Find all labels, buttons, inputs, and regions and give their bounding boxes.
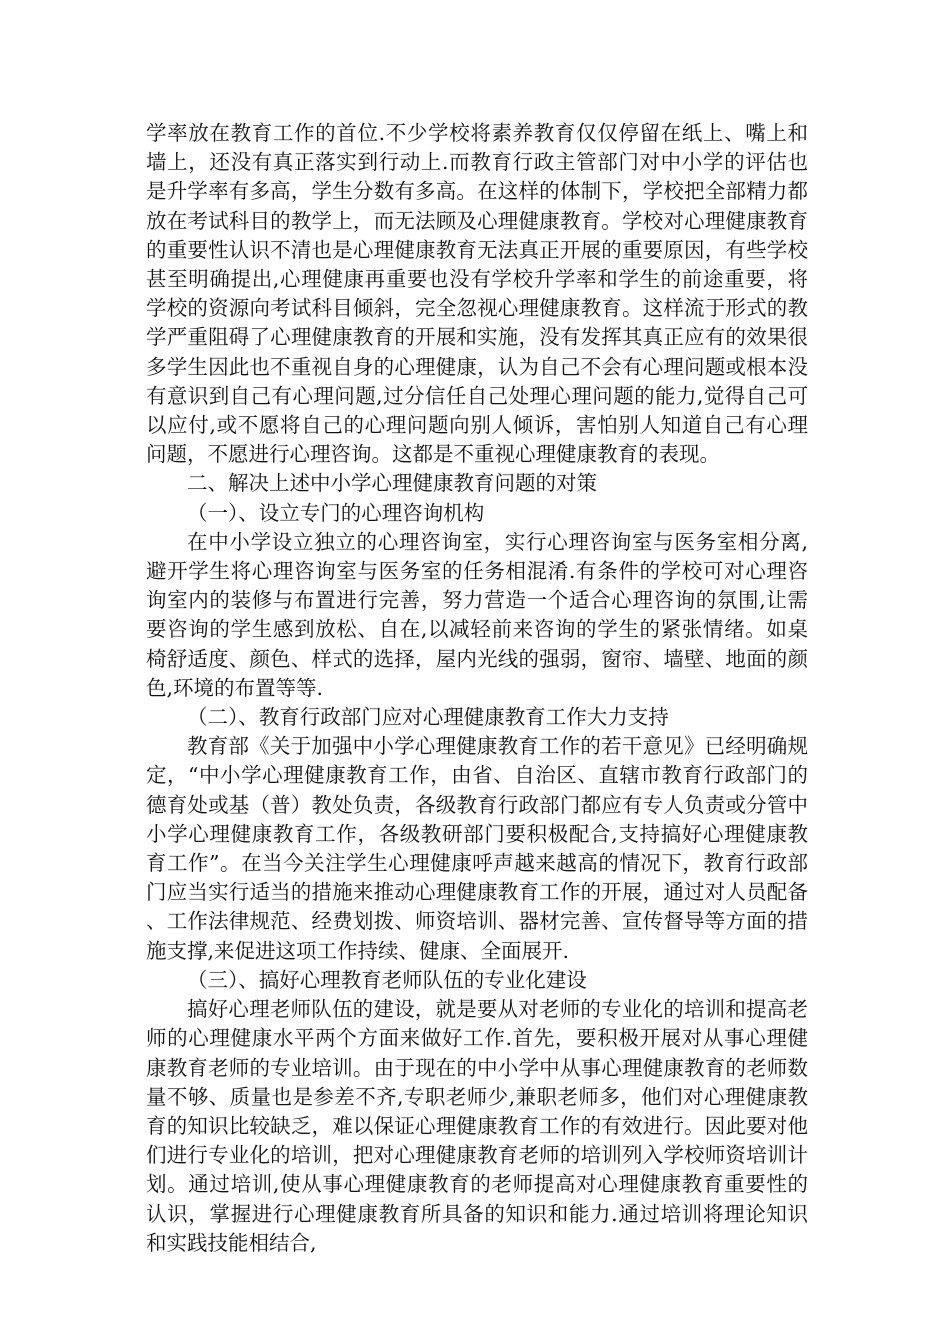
body-paragraph: 搞好心理老师队伍的建设，就是要从对老师的专业化的培训和提高老师的心理健康水平两个方面来做好工作.首先，要积极开展对从事心理健康教育老师的专业培训。由于现在的中小学中从事心理健康教育的老师数量不够、质量也是参差不齐,专职老师少,兼职老师多，他们对心理健康教育的知识比较缺乏，难以保证心理健康教育工作的有效进行。因此要对他们进行专业化的培训，把对心理健康教育老师的培训列入学校师资培训计划。通过培训,使从事心理健康教育的老师提高对心理健康教育重要性的认识，掌握进行心理健康教育所具备的知识和能力.通过培训将理论知识和实践技能相结合, — [146, 997, 808, 1255]
subsection-heading: （二）、教育行政部门应对心理健康教育工作大力支持 — [187, 705, 669, 730]
subsection-heading: （一）、设立专门的心理咨询机构 — [187, 500, 485, 525]
body-paragraph: 学率放在教育工作的首位.不少学校将素养教育仅仅停留在纸上、嘴上和墙上，还没有真正落实到行动上.而教育行政主管部门对中小学的评估也是升学率有多高，学生分数有多高。在这样的体制下，学校把全部精力都放在考试科目的教学上，而无法顾及心理健康教育。学校对心理健康教育的重要性认识不清也是心理健康教育无法真正开展的重要原因，有些学校甚至明确提出,心理健康再重要也没有学校升学率和学生的前途重要，将学校的资源向考试科目倾斜，完全忽视心理健康教育。这样流于形式的教学严重阻碍了心理健康教育的开展和实施，没有发挥其真正应有的效果很多学生因此也不重视自身的心理健康，认为自己不会有心理问题或根本没有意识到自己有心理问题,过分信任自己处理心理问题的能力,觉得自己可以应付,或不愿将自己的心理问题向别人倾诉，害怕别人知道自己有心理问题，不愿进行心理咨询。这都是不重视心理健康教育的表现。 — [146, 121, 808, 467]
section-heading: 二、解决上述中小学心理健康教育问题的对策 — [187, 471, 597, 496]
body-paragraph: 教育部《关于加强中小学心理健康教育工作的若干意见》已经明确规定，“中小学心理健康教育工作，由省、自治区、直辖市教育行政部门的德育处或基（普）教处负责，各级教育行政部门都应有专人负责或分管中小学心理健康教育工作，各级教研部门要积极配合,支持搞好心理健康教育工作”。在当今关注学生心理健康呼声越来越高的情况下，教育行政部门应当实行适当的措施来推动心理健康教育工作的开展，通过对人员配备、工作法律规范、经费划拨、师资培训、器材完善、宣传督导等方面的措施支撑,来促进这项工作持续、健康、全面展开. — [146, 734, 808, 963]
document-page — [146, 119, 808, 1258]
subsection-heading: （三）、搞好心理教育老师队伍的专业化建设 — [187, 967, 587, 992]
body-paragraph: 在中小学设立独立的心理咨询室，实行心理咨询室与医务室相分离,避开学生将心理咨询室与医务室的任务相混淆.有条件的学校可对心理咨询室内的装修与布置进行完善，努力营造一个适合心理咨询的氛围,让需要咨询的学生感到放松、自在,以减轻前来咨询的学生的紧张情绪。如桌椅舒适度、颜色、样式的选择，屋内光线的强弱，窗帘、墙壁、地面的颜色,环境的布置等等. — [146, 529, 808, 700]
